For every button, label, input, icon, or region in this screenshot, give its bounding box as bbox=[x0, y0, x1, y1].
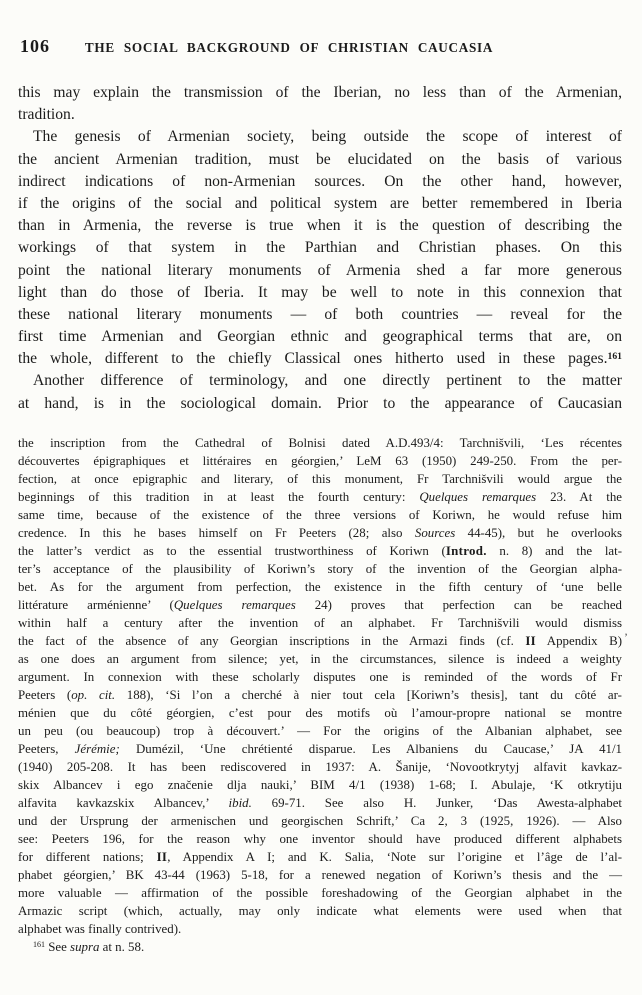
footnote-line: un peu (ou beaucoup) trop à découvert.’ — For the origins of the Albanian alphabet, see bbox=[18, 724, 622, 738]
footnote-line: bet. As for the argument from perfection, the existence in the fifth century of ‘une belle bbox=[18, 580, 622, 594]
footnote-line: fection, at once epigraphic and literary, of this monument, Fr Tarchnišvili would argue the bbox=[18, 472, 622, 486]
footnote-line: Peeters, Jérémie; Dumézil, ‘Une chrétienté disparue. Les Albaniens du Caucase,’ JA 41/1 bbox=[18, 742, 622, 756]
footnote-line: Armazic script (which, actually, may only indicate what elements were used when that bbox=[18, 904, 622, 918]
footnote-line: skix Albancev i ego značenie dlja nauki,’ BIM 4/1 (1938) 1-68; I. Abulaje, ‘K otkrytiju bbox=[18, 778, 622, 792]
footnote-line: the latter’s verdict as to the essential trustworthiness of Koriwn (Introd. n. 8) and the lat- bbox=[18, 544, 622, 558]
footnote-line: phabet géorgien,’ BK 43-44 (1963) 5-18, for a renewed negation of Koriwn’s thesis and the — bbox=[18, 868, 622, 882]
footnote-line: und der Ursprung der armenischen und georgischen Schrift,’ Ca 2, 3 (1925, 1926). — Also bbox=[18, 814, 622, 828]
footnote-line: credence. In this he bases himself on Fr Peeters (28; also Sources 44-45), but he overlooks bbox=[18, 526, 622, 540]
footnote-line: as one does an argument from silence; yet, in the circumstances, silence is indeed a weighty bbox=[18, 652, 622, 666]
running-head bbox=[18, 36, 622, 58]
footnote-line: more valuable — affirmation of the possible foreshadowing of the Georgian alphabet in the bbox=[18, 886, 622, 900]
footnote-line: (1940) 205-208. It has been rediscovered in 1937: A. Šanije, ‘Novootkrytyj alfavit kavkaz- bbox=[18, 760, 622, 774]
body-line: these national literary monuments — of both countries — reveal for the bbox=[18, 305, 622, 323]
body-line: point the national literary monuments of Armenia shed a far more generous bbox=[18, 261, 622, 279]
footnote-line: same time, because of the existence of the three versions of Koriwn, he would refuse him bbox=[18, 508, 622, 522]
footnote-block bbox=[18, 434, 622, 956]
footnote-line: alfavita kavkazskix Albancev,’ ibid. 69-71. See also H. Junker, ‘Das Awesta-alphabet bbox=[18, 796, 623, 810]
footnote-line: see: Peeters 196, for the reason why one inventor should have produced different alphabets bbox=[18, 832, 622, 846]
footnote-line: découvertes épigraphiques et littéraires en géorgien,’ LeM 63 (1950) 249-250. From the per- bbox=[18, 454, 622, 468]
body-line: this may explain the transmission of the Iberian, no less than of the Armenian, bbox=[18, 84, 622, 101]
footnote-line: ter’s acceptance of the plausibility of Koriwn’s story of the invention of the Georgian alpha- bbox=[18, 562, 622, 576]
body-line: indirect indications of non-Armenian sources. On the other hand, however, bbox=[18, 172, 622, 190]
footnote-line: the fact of the absence of any Georgian inscriptions in the Armazi finds (cf. II Appendix B) bbox=[18, 634, 622, 648]
body-line: than in Armenia, the reverse is true when it is the question of describing the bbox=[18, 217, 622, 235]
footnote-line: $^{161}$ See supra at n. 58. bbox=[33, 940, 145, 954]
body-line: the ancient Armenian tradition, must be elucidated on the basis of various bbox=[18, 150, 622, 168]
footnote-line: within half a century after the invention of an alphabet. Fr Tarchnišvili would dismiss bbox=[18, 616, 622, 630]
body-line: if the origins of the social and political system are better remembered in Iberia bbox=[18, 194, 622, 212]
body-text bbox=[18, 82, 622, 415]
footnote-line: argument. In connexion with these scholarly disputes one is reminded of the words of Fr bbox=[18, 670, 622, 684]
body-line: first time Armenian and Georgian ethnic and geographical terms that are, on bbox=[18, 328, 622, 346]
body-line: tradition. bbox=[18, 106, 75, 124]
body-line: Another difference of terminology, and one directly pertinent to the matter bbox=[33, 372, 622, 390]
footnote-line: for different nations; II, Appendix A I; and K. Salia, ‘Note sur l’origine et l’âge de l’al- bbox=[18, 850, 622, 864]
body-line: light than do those of Iberia. It may be well to note in this connexion that bbox=[18, 283, 622, 301]
body-line: The genesis of Armenian society, being outside the scope of interest of bbox=[33, 128, 622, 146]
scan-artifact-mark: ’ bbox=[624, 630, 628, 644]
body-line: the whole, different to the chiefly Classical ones hitherto used in these pages.$^{161}$ bbox=[18, 350, 622, 368]
body-line: at hand, is in the sociological domain. Prior to the appearance of Caucasian bbox=[18, 394, 622, 412]
footnote-line: alphabet was finally contrived). bbox=[18, 922, 182, 936]
footnote-line: Peeters (op. cit. 188), ‘Si l’on a cherché à nier tout cela [Koriwn’s thesis], tant du côté ar- bbox=[18, 688, 622, 702]
body-line: workings of that system in the Parthian and Christian phases. On this bbox=[18, 239, 622, 257]
running-title: THE SOCIAL BACKGROUND OF CHRISTIAN CAUCASIA bbox=[84, 40, 494, 55]
footnote-line: littérature arménienne’ (Quelques remarques 24) proves that perfection can be reached bbox=[18, 598, 622, 612]
footnote-line: ménien que du côté géorgien, c’est pour des motifs où l’amour-propre national se montre bbox=[18, 706, 622, 720]
footnote-line: beginnings of this tradition in at least the fourth century: Quelques remarques 23. At the bbox=[18, 490, 622, 504]
page-number: 106 bbox=[20, 36, 50, 56]
footnote-line: the inscription from the Cathedral of Bolnisi dated A.D.493/4: Tarchnišvili, ‘Les récentes bbox=[18, 436, 622, 450]
